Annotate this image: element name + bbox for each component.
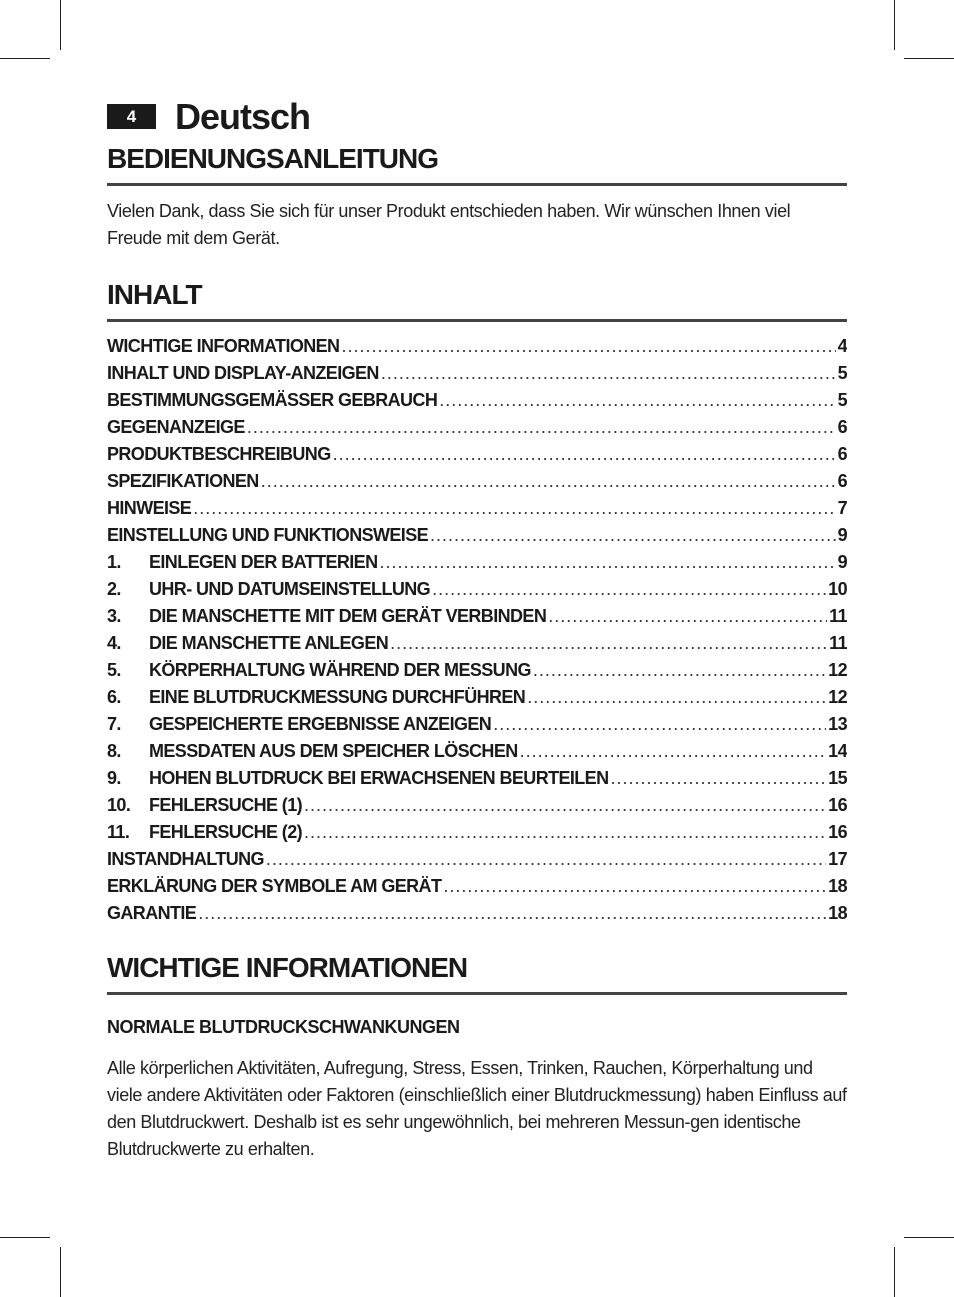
toc-entry-title: MESSDATEN AUS DEM SPEICHER LÖSCHEN: [149, 741, 518, 761]
toc-dot-leader: [261, 468, 836, 495]
crop-mark: [904, 1237, 954, 1238]
crop-mark: [894, 1247, 895, 1297]
toc-entry-number: 11.: [107, 822, 130, 842]
toc-entry-title: DIE MANSCHETTE MIT DEM GERÄT VERBINDEN: [149, 606, 547, 626]
toc-dot-leader: [381, 360, 836, 387]
toc-entry-number: 3.: [107, 606, 121, 626]
toc-dot-leader: [493, 711, 826, 738]
toc-entry-title: GARANTIE: [107, 903, 197, 923]
page-number-badge: 4: [107, 104, 156, 129]
toc-entry[interactable]: [107, 522, 847, 549]
toc-entry-page: 5: [837, 390, 847, 410]
toc-dot-leader: [548, 603, 827, 630]
toc-heading: INHALT: [107, 279, 847, 322]
toc-entry-page: 17: [828, 849, 847, 869]
toc-entry-title: SPEZIFIKATIONEN: [107, 471, 259, 491]
toc-dot-leader: [533, 657, 826, 684]
important-info-heading: WICHTIGE INFORMATIONEN: [107, 952, 847, 995]
toc-entry-title: HOHEN BLUTDRUCK BEI ERWACHSENEN BEURTEILEN: [149, 768, 609, 788]
toc-entry-number: 7.: [107, 714, 121, 734]
toc-entry-title: BESTIMMUNGSGEMÄSSER GEBRAUCH: [107, 390, 438, 410]
toc-dot-leader: [341, 333, 835, 360]
toc-entry[interactable]: [107, 900, 847, 927]
table-of-contents: [107, 333, 847, 927]
toc-entry-page: 18: [828, 876, 847, 896]
toc-entry-page: 12: [828, 660, 847, 680]
toc-entry-page: 14: [828, 741, 847, 761]
toc-dot-leader: [611, 765, 827, 792]
toc-dot-leader: [193, 495, 835, 522]
toc-entry-page: 7: [837, 498, 847, 518]
toc-entry[interactable]: [107, 468, 847, 495]
toc-entry[interactable]: [107, 360, 847, 387]
toc-entry[interactable]: [107, 441, 847, 468]
toc-entry-page: 4: [837, 336, 847, 356]
crop-mark: [60, 1247, 61, 1297]
toc-dot-leader: [432, 576, 826, 603]
toc-entry-title: KÖRPERHALTUNG WÄHREND DER MESSUNG: [149, 660, 531, 680]
toc-entry-number: 4.: [107, 633, 121, 653]
toc-entry[interactable]: [107, 792, 847, 819]
toc-entry-number: 8.: [107, 741, 121, 761]
toc-entry-number: 9.: [107, 768, 121, 788]
language-title: Deutsch: [175, 96, 311, 137]
crop-mark: [894, 0, 895, 50]
toc-entry[interactable]: [107, 414, 847, 441]
toc-entry[interactable]: [107, 657, 847, 684]
toc-entry-page: 6: [837, 417, 847, 437]
toc-dot-leader: [439, 387, 835, 414]
toc-entry[interactable]: [107, 711, 847, 738]
toc-entry-number: 1.: [107, 552, 121, 572]
important-info-paragraph: Alle körperlichen Aktivitäten, Aufregung, Stress, Essen, Trinken, Rauchen, Körperhaltung und viele andere Aktivitäten oder Faktoren (einschließlich einer Blutdruckmessung) haben Einfluss auf den Blutdruckwert. Deshalb ist es sehr ungewöhnlich, bei mehreren Messun-gen identische Blutdruckwerte zu erhalten.: [107, 1058, 847, 1159]
toc-entry[interactable]: [107, 738, 847, 765]
toc-entry-title: EINLEGEN DER BATTERIEN: [149, 552, 378, 572]
toc-dot-leader: [333, 441, 836, 468]
toc-dot-leader: [379, 549, 835, 576]
toc-entry-title: FEHLERSUCHE (2): [149, 822, 303, 842]
crop-mark: [0, 1237, 50, 1238]
toc-entry-page: 6: [837, 471, 847, 491]
toc-entry-number: 10.: [107, 795, 131, 815]
toc-entry-title: UHR- UND DATUMSEINSTELLUNG: [149, 579, 431, 599]
toc-entry-number: 6.: [107, 687, 121, 707]
toc-entry[interactable]: [107, 873, 847, 900]
toc-entry[interactable]: [107, 576, 847, 603]
crop-mark: [0, 58, 50, 59]
toc-entry-page: 16: [828, 822, 847, 842]
toc-entry-title: DIE MANSCHETTE ANLEGEN: [149, 633, 389, 653]
crop-mark: [60, 0, 61, 50]
toc-entry[interactable]: [107, 603, 847, 630]
toc-entry-page: 6: [837, 444, 847, 464]
toc-entry-title: INHALT UND DISPLAY-ANZEIGEN: [107, 363, 379, 383]
toc-entry-page: 13: [828, 714, 847, 734]
toc-entry-page: 9: [837, 525, 847, 545]
toc-dot-leader: [527, 684, 826, 711]
toc-entry[interactable]: [107, 387, 847, 414]
toc-entry[interactable]: [107, 819, 847, 846]
toc-entry-title: EINE BLUTDRUCKMESSUNG DURCHFÜHREN: [149, 687, 526, 707]
crop-mark: [904, 58, 954, 59]
toc-entry-title: INSTANDHALTUNG: [107, 849, 264, 869]
toc-entry-number: 5.: [107, 660, 121, 680]
toc-entry[interactable]: [107, 765, 847, 792]
toc-dot-leader: [304, 819, 826, 846]
toc-dot-leader: [266, 846, 826, 873]
toc-entry[interactable]: [107, 495, 847, 522]
toc-entry-title: HINWEISE: [107, 498, 192, 518]
manual-heading: BEDIENUNGSANLEITUNG: [107, 143, 847, 186]
intro-paragraph: Vielen Dank, dass Sie sich für unser Produkt entschieden haben. Wir wünschen Ihnen viel Freude mit dem Gerät.: [107, 201, 791, 248]
toc-entry-page: 5: [837, 363, 847, 383]
toc-entry-page: 15: [828, 768, 847, 788]
toc-entry-number: 2.: [107, 579, 121, 599]
toc-entry[interactable]: [107, 630, 847, 657]
toc-entry-title: FEHLERSUCHE (1): [149, 795, 303, 815]
toc-entry-title: ERKLÄRUNG DER SYMBOLE AM GERÄT: [107, 876, 442, 896]
toc-entry[interactable]: [107, 333, 847, 360]
toc-entry-page: 18: [828, 903, 847, 923]
toc-dot-leader: [198, 900, 826, 927]
toc-entry-title: EINSTELLUNG UND FUNKTIONSWEISE: [107, 525, 429, 545]
toc-entry-title: PRODUKTBESCHREIBUNG: [107, 444, 331, 464]
toc-dot-leader: [390, 630, 827, 657]
toc-dot-leader: [443, 873, 826, 900]
toc-entry-page: 10: [828, 579, 847, 599]
toc-dot-leader: [247, 414, 836, 441]
toc-entry[interactable]: [107, 846, 847, 873]
toc-entry-title: GESPEICHERTE ERGEBNISSE ANZEIGEN: [149, 714, 492, 734]
toc-entry-page: 11: [829, 633, 847, 653]
toc-dot-leader: [430, 522, 836, 549]
toc-entry-page: 16: [828, 795, 847, 815]
toc-entry-page: 12: [828, 687, 847, 707]
toc-dot-leader: [520, 738, 827, 765]
toc-entry-title: GEGENANZEIGE: [107, 417, 245, 437]
toc-entry[interactable]: [107, 549, 847, 576]
toc-entry-title: WICHTIGE INFORMATIONEN: [107, 336, 340, 356]
blood-pressure-fluctuations-subheading: NORMALE BLUTDRUCKSCHWANKUNGEN: [107, 1017, 460, 1037]
toc-entry-page: 9: [837, 552, 847, 572]
toc-entry[interactable]: [107, 684, 847, 711]
toc-entry-page: 11: [829, 606, 847, 626]
toc-dot-leader: [304, 792, 826, 819]
